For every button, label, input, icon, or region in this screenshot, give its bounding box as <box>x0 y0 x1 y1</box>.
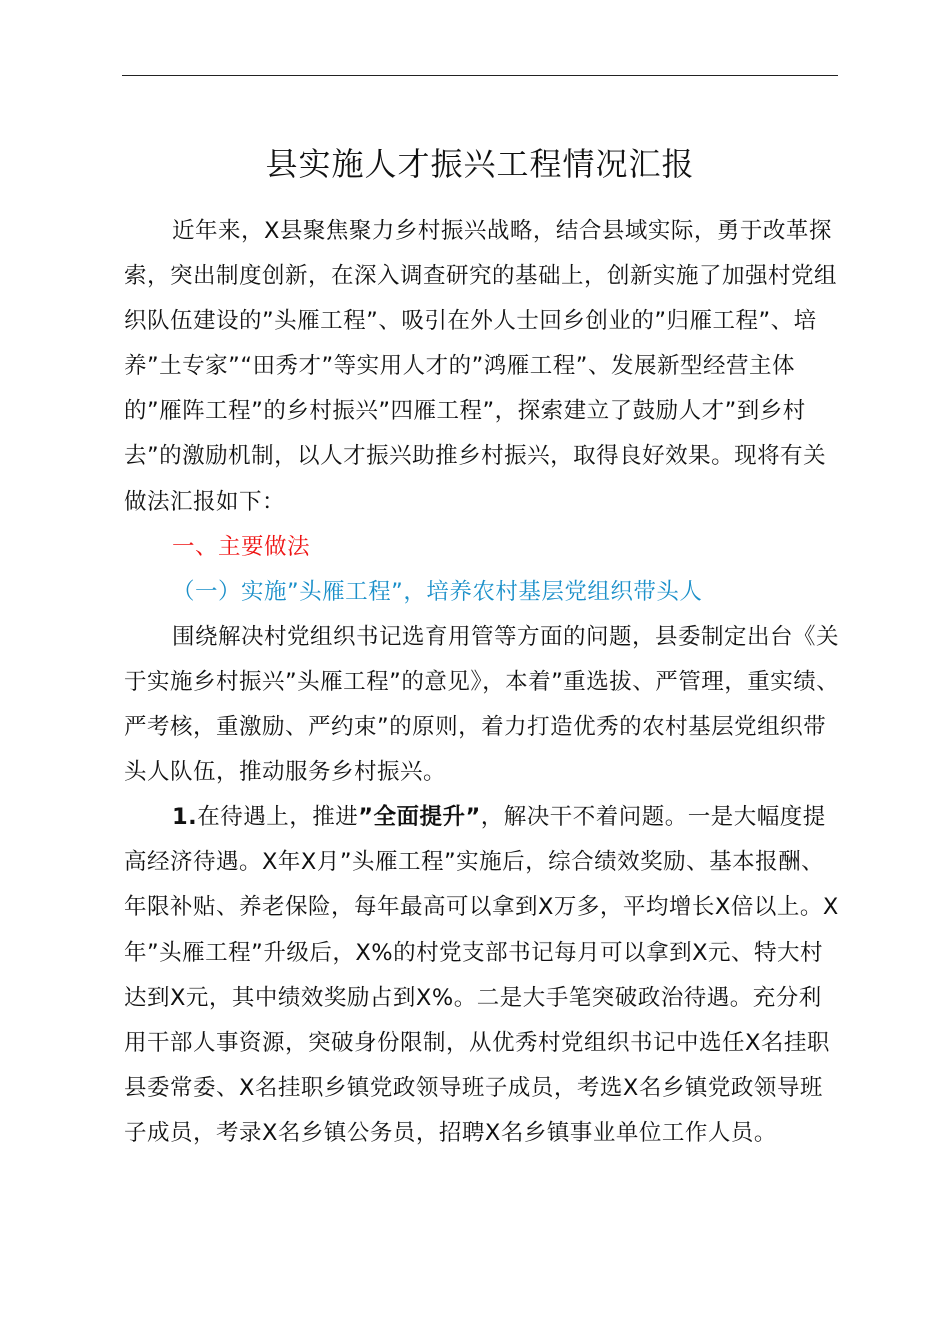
subsection-heading: （一）实施”头雁工程”，培养农村基层党组织带头人 <box>172 578 703 605</box>
point-emphasis: ”全面提升” <box>358 804 481 831</box>
point-text: ，解决干不着问题。一是大幅度提高经济待遇。X年X月”头雁工程”实施后，综合绩效奖励、基本报酬、年限补贴、养老保险，每年最高可以拿到X万多，平均增长X倍以上。X年”头雁工程”升级后，X%的村党支部书记每月可以拿到X元、特大村达到X元，其中绩效奖励占到X%。二是大手笔突破政治待遇。充分利用干部人事资源，突破身份限制，从优秀村党组织书记中选任X名挂职县委常委、X名挂职乡镇党政领导班子成员，考选X名乡镇党政领导班子成员，考录X名乡镇公务员，招聘X名乡镇事业单位工作人员。 <box>124 804 839 1146</box>
section-heading: 一、主要做法 <box>172 533 311 560</box>
point-lead: 在待遇上，推进 <box>197 804 359 831</box>
point-number: 1. <box>172 804 198 831</box>
subsection-paragraph: 围绕解决村党组织书记选育用管等方面的问题，县委制定出台《关于实施乡村振兴”头雁工程”的意见》，本着”重选拔、严管理，重实绩、严考核，重激励、严约束”的原则，着力打造优秀的农村基层党组织带头人队伍，推动服务乡村振兴。 <box>124 623 840 786</box>
document-title: 县实施人才振兴工程情况汇报 <box>265 145 695 183</box>
document-body <box>124 209 840 1156</box>
header-rule <box>122 75 838 76</box>
point-paragraph <box>124 795 840 1156</box>
intro-paragraph: 近年来，X县聚焦聚力乡村振兴战略，结合县域实际，勇于改革探索，突出制度创新，在深入调查研究的基础上，创新实施了加强村党组织队伍建设的”头雁工程”、吸引在外人士回乡创业的”归雁工程”、培养”土专家”“田秀才”等实用人才的”鸿雁工程”、发展新型经营主体的”雁阵工程”的乡村振兴”四雁工程”，探索建立了鼓励人才”到乡村去”的激励机制，以人才振兴助推乡村振兴，取得良好效果。现将有关做法汇报如下： <box>124 218 838 515</box>
